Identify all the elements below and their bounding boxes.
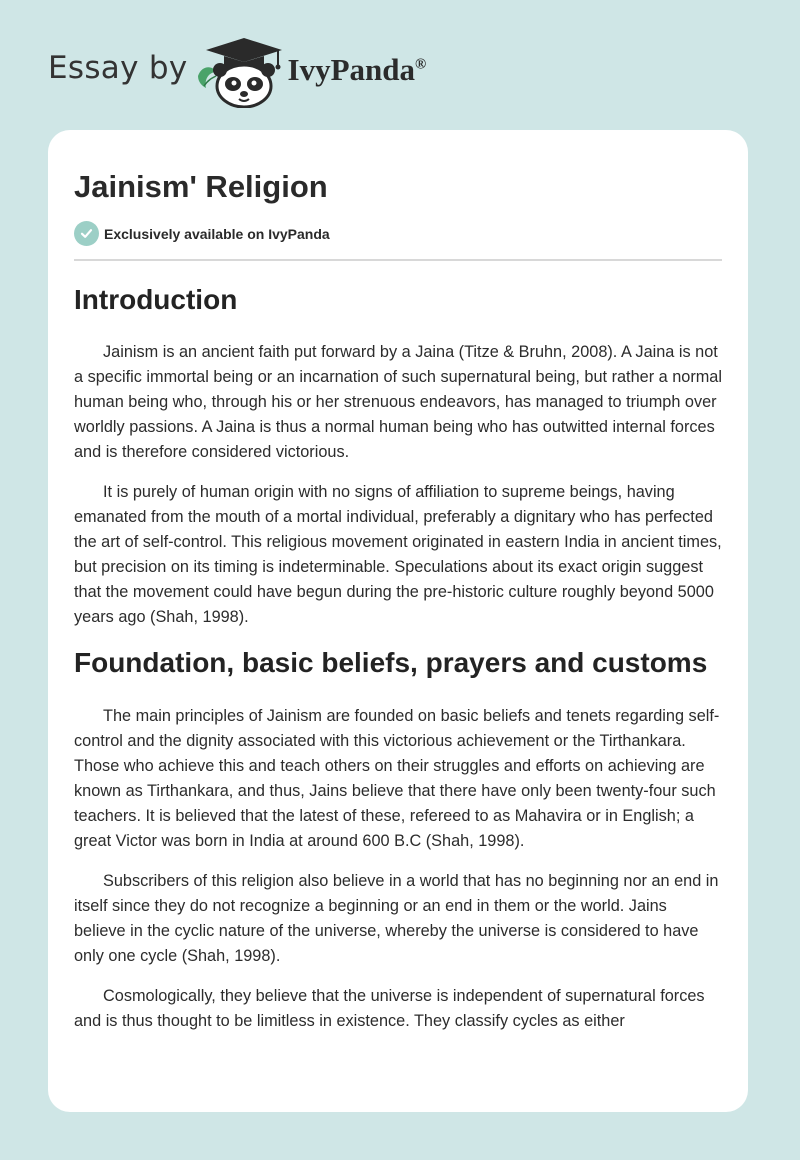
- brand-header[interactable]: [48, 36, 426, 108]
- paragraph: Jainism is an ancient faith put forward by a Jaina (Titze & Bruhn, 2008). A Jaina is not a specific immortal being or an incarnation of such supernatural being, but rather a normal human being who, through his or her strenuous endeavors, has managed to triumph over worldly passions. A Jaina is thus a normal human being who has outwitted internal forces and is therefore considered victorious.: [74, 343, 722, 461]
- paragraph: The main principles of Jainism are founded on basic beliefs and tenets regarding self-control and the dignity associated with this victorious achievement or the Tirthankara. Those who achieve this and teach others on their struggles and efforts on achieving are known as Tirthankara, and thus, Jains believe that there have only been twenty-four such teachers. It is believed that the latest of these, refereed to as Mahavira or in English; a great Victor was born in India at around 600 B.C (Shah, 1998).: [74, 707, 720, 850]
- brand-name: [288, 52, 427, 88]
- essay-card: [48, 130, 748, 1112]
- page-title: Jainism' Religion: [74, 169, 328, 204]
- check-icon: [74, 221, 99, 246]
- panda-graduation-cap-icon: [194, 36, 286, 108]
- paragraph: It is purely of human origin with no signs of affiliation to supreme beings, having emanated from the mouth of a mortal individual, preferably a dignitary who has perfected the art of self-control. This religious movement originated in eastern India in ancient times, but precision on its timing is indeterminable. Speculations about its exact origin suggest that the movement could have begun during the pre-historic culture roughly beyond 5000 years ago (Shah, 1998).: [74, 483, 722, 626]
- brand-name-text: IvyPanda: [287, 52, 415, 87]
- divider: [74, 259, 722, 261]
- section-heading-foundation: Foundation, basic beliefs, prayers and customs: [74, 647, 708, 678]
- paragraph: Subscribers of this religion also believe in a world that has no beginning nor an end in itself since they do not recognize a beginning or an end in them or the world. Jains believe in the cyclic nature of the universe, whereby the universe is considered to have only one cycle (Shah, 1998).: [74, 872, 719, 965]
- section-heading-introduction: Introduction: [74, 284, 238, 315]
- exclusive-badge: [74, 221, 722, 246]
- paragraph: Cosmologically, they believe that the universe is independent of supernatural forces and is thus thought to be limitless in existence. They classify cycles as either: [74, 987, 705, 1030]
- brand-prefix: Essay by: [48, 50, 188, 86]
- exclusive-badge-text: Exclusively available on IvyPanda: [104, 225, 330, 242]
- registered-mark: ®: [415, 56, 427, 73]
